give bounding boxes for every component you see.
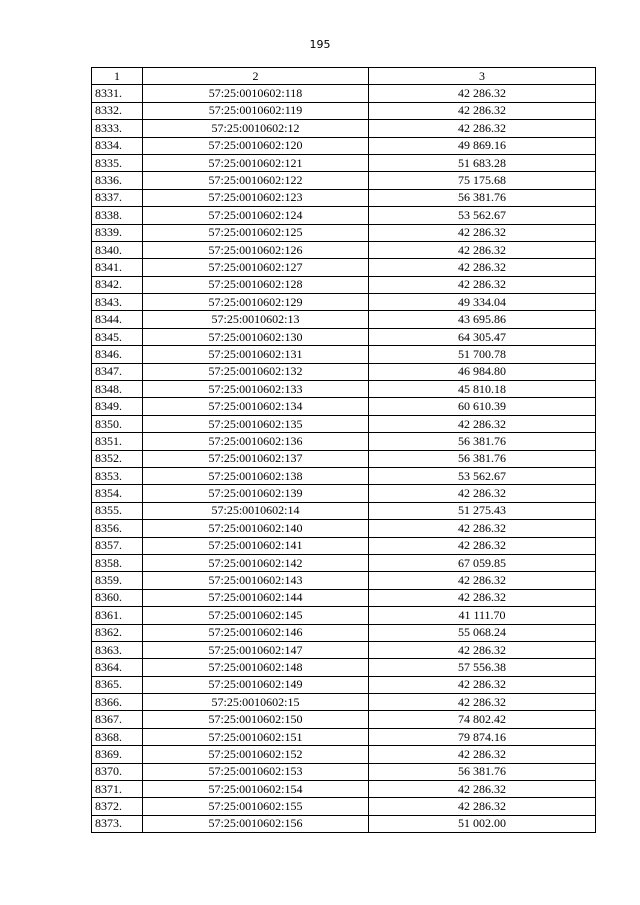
row-number-cell: 8364. [92, 659, 143, 676]
page-number: 195 [309, 38, 331, 51]
cadastral-number-cell: 57:25:0010602:154 [143, 781, 369, 798]
value-cell: 79 874.16 [369, 728, 596, 745]
row-number-cell: 8349. [92, 398, 143, 415]
row-number-cell: 8359. [92, 572, 143, 589]
cadastral-number-cell: 57:25:0010602:124 [143, 207, 369, 224]
value-cell: 45 810.18 [369, 381, 596, 398]
table-row [92, 746, 596, 763]
cadastral-number-cell: 57:25:0010602:118 [143, 85, 369, 102]
cadastral-number-cell: 57:25:0010602:151 [143, 728, 369, 745]
data-table [91, 67, 596, 833]
row-number-cell: 8335. [92, 154, 143, 171]
cadastral-number-cell: 57:25:0010602:119 [143, 102, 369, 119]
row-number-cell: 8355. [92, 502, 143, 519]
value-cell: 53 562.67 [369, 467, 596, 484]
row-number-cell: 8340. [92, 241, 143, 258]
row-number-cell: 8370. [92, 763, 143, 780]
value-cell: 67 059.85 [369, 554, 596, 571]
table-row [92, 641, 596, 658]
value-cell: 51 002.00 [369, 815, 596, 832]
row-number-cell: 8356. [92, 520, 143, 537]
value-cell: 42 286.32 [369, 276, 596, 293]
cadastral-number-cell: 57:25:0010602:147 [143, 641, 369, 658]
cadastral-number-cell: 57:25:0010602:149 [143, 676, 369, 693]
value-cell: 56 381.76 [369, 763, 596, 780]
table-row [92, 102, 596, 119]
row-number-cell: 8342. [92, 276, 143, 293]
cadastral-number-cell: 57:25:0010602:13 [143, 311, 369, 328]
row-number-cell: 8368. [92, 728, 143, 745]
table-row [92, 694, 596, 711]
table-header-row [92, 68, 596, 85]
row-number-cell: 8345. [92, 328, 143, 345]
row-number-cell: 8334. [92, 137, 143, 154]
value-cell: 56 381.76 [369, 450, 596, 467]
row-number-cell: 8361. [92, 607, 143, 624]
value-cell: 51 700.78 [369, 346, 596, 363]
value-cell: 42 286.32 [369, 676, 596, 693]
table-row [92, 711, 596, 728]
table-row [92, 381, 596, 398]
row-number-cell: 8362. [92, 624, 143, 641]
table-row [92, 554, 596, 571]
row-number-cell: 8353. [92, 467, 143, 484]
row-number-cell: 8331. [92, 85, 143, 102]
value-cell: 42 286.32 [369, 102, 596, 119]
table-row [92, 241, 596, 258]
table-row [92, 328, 596, 345]
row-number-cell: 8352. [92, 450, 143, 467]
cadastral-number-cell: 57:25:0010602:129 [143, 294, 369, 311]
cadastral-number-cell: 57:25:0010602:156 [143, 815, 369, 832]
cadastral-number-cell: 57:25:0010602:131 [143, 346, 369, 363]
value-cell: 55 068.24 [369, 624, 596, 641]
row-number-cell: 8372. [92, 798, 143, 815]
cadastral-number-cell: 57:25:0010602:153 [143, 763, 369, 780]
cadastral-number-cell: 57:25:0010602:132 [143, 363, 369, 380]
table-row [92, 189, 596, 206]
row-number-cell: 8336. [92, 172, 143, 189]
table-row [92, 485, 596, 502]
row-number-cell: 8350. [92, 415, 143, 432]
value-cell: 53 562.67 [369, 207, 596, 224]
cadastral-number-cell: 57:25:0010602:145 [143, 607, 369, 624]
cadastral-number-cell: 57:25:0010602:139 [143, 485, 369, 502]
table-body [92, 85, 596, 833]
table-row [92, 120, 596, 137]
table-row [92, 137, 596, 154]
table-row [92, 224, 596, 241]
value-cell: 42 286.32 [369, 798, 596, 815]
value-cell: 42 286.32 [369, 259, 596, 276]
table-row [92, 520, 596, 537]
cadastral-number-cell: 57:25:0010602:142 [143, 554, 369, 571]
value-cell: 75 175.68 [369, 172, 596, 189]
row-number-cell: 8354. [92, 485, 143, 502]
column-header-3: 3 [369, 68, 596, 85]
table-row [92, 346, 596, 363]
value-cell: 42 286.32 [369, 572, 596, 589]
value-cell: 49 334.04 [369, 294, 596, 311]
row-number-cell: 8347. [92, 363, 143, 380]
value-cell: 51 275.43 [369, 502, 596, 519]
cadastral-number-cell: 57:25:0010602:126 [143, 241, 369, 258]
table-row [92, 815, 596, 832]
column-header-1: 1 [92, 68, 143, 85]
value-cell: 43 695.86 [369, 311, 596, 328]
row-number-cell: 8360. [92, 589, 143, 606]
cadastral-number-cell: 57:25:0010602:148 [143, 659, 369, 676]
value-cell: 42 286.32 [369, 537, 596, 554]
table-row [92, 85, 596, 102]
value-cell: 42 286.32 [369, 520, 596, 537]
row-number-cell: 8357. [92, 537, 143, 554]
value-cell: 74 802.42 [369, 711, 596, 728]
value-cell: 42 286.32 [369, 120, 596, 137]
table-row [92, 276, 596, 293]
row-number-cell: 8373. [92, 815, 143, 832]
cadastral-number-cell: 57:25:0010602:12 [143, 120, 369, 137]
row-number-cell: 8332. [92, 102, 143, 119]
cadastral-number-cell: 57:25:0010602:141 [143, 537, 369, 554]
table-row [92, 467, 596, 484]
table-row [92, 537, 596, 554]
row-number-cell: 8363. [92, 641, 143, 658]
table-row [92, 450, 596, 467]
value-cell: 64 305.47 [369, 328, 596, 345]
table-row [92, 398, 596, 415]
table-row [92, 154, 596, 171]
table-row [92, 311, 596, 328]
table-row [92, 607, 596, 624]
cadastral-number-cell: 57:25:0010602:136 [143, 433, 369, 450]
table-row [92, 207, 596, 224]
cadastral-number-cell: 57:25:0010602:15 [143, 694, 369, 711]
table-row [92, 728, 596, 745]
row-number-cell: 8346. [92, 346, 143, 363]
cadastral-number-cell: 57:25:0010602:137 [143, 450, 369, 467]
value-cell: 56 381.76 [369, 433, 596, 450]
row-number-cell: 8338. [92, 207, 143, 224]
cadastral-number-cell: 57:25:0010602:133 [143, 381, 369, 398]
value-cell: 42 286.32 [369, 746, 596, 763]
value-cell: 42 286.32 [369, 485, 596, 502]
table-row [92, 572, 596, 589]
row-number-cell: 8371. [92, 781, 143, 798]
row-number-cell: 8339. [92, 224, 143, 241]
value-cell: 41 111.70 [369, 607, 596, 624]
cadastral-number-cell: 57:25:0010602:155 [143, 798, 369, 815]
cadastral-number-cell: 57:25:0010602:138 [143, 467, 369, 484]
table-row [92, 294, 596, 311]
cadastral-number-cell: 57:25:0010602:14 [143, 502, 369, 519]
row-number-cell: 8333. [92, 120, 143, 137]
cadastral-number-cell: 57:25:0010602:123 [143, 189, 369, 206]
table-row [92, 798, 596, 815]
value-cell: 60 610.39 [369, 398, 596, 415]
row-number-cell: 8358. [92, 554, 143, 571]
cadastral-number-cell: 57:25:0010602:134 [143, 398, 369, 415]
row-number-cell: 8351. [92, 433, 143, 450]
cadastral-number-cell: 57:25:0010602:130 [143, 328, 369, 345]
cadastral-number-cell: 57:25:0010602:152 [143, 746, 369, 763]
cadastral-number-cell: 57:25:0010602:146 [143, 624, 369, 641]
cadastral-number-cell: 57:25:0010602:144 [143, 589, 369, 606]
row-number-cell: 8344. [92, 311, 143, 328]
row-number-cell: 8341. [92, 259, 143, 276]
column-header-2: 2 [143, 68, 369, 85]
cadastral-number-cell: 57:25:0010602:150 [143, 711, 369, 728]
table-row [92, 415, 596, 432]
table-row [92, 433, 596, 450]
cadastral-number-cell: 57:25:0010602:120 [143, 137, 369, 154]
value-cell: 46 984.80 [369, 363, 596, 380]
cadastral-number-cell: 57:25:0010602:135 [143, 415, 369, 432]
value-cell: 42 286.32 [369, 415, 596, 432]
value-cell: 42 286.32 [369, 224, 596, 241]
value-cell: 42 286.32 [369, 781, 596, 798]
table-row [92, 589, 596, 606]
cadastral-number-cell: 57:25:0010602:128 [143, 276, 369, 293]
row-number-cell: 8348. [92, 381, 143, 398]
cadastral-number-cell: 57:25:0010602:121 [143, 154, 369, 171]
cadastral-number-cell: 57:25:0010602:143 [143, 572, 369, 589]
value-cell: 42 286.32 [369, 694, 596, 711]
table-row [92, 502, 596, 519]
table-row [92, 763, 596, 780]
row-number-cell: 8365. [92, 676, 143, 693]
cadastral-number-cell: 57:25:0010602:127 [143, 259, 369, 276]
table-row [92, 363, 596, 380]
row-number-cell: 8369. [92, 746, 143, 763]
table-row [92, 659, 596, 676]
row-number-cell: 8366. [92, 694, 143, 711]
value-cell: 42 286.32 [369, 85, 596, 102]
table-row [92, 172, 596, 189]
table-row [92, 624, 596, 641]
value-cell: 42 286.32 [369, 641, 596, 658]
value-cell: 51 683.28 [369, 154, 596, 171]
table-row [92, 259, 596, 276]
value-cell: 42 286.32 [369, 241, 596, 258]
cadastral-number-cell: 57:25:0010602:122 [143, 172, 369, 189]
value-cell: 49 869.16 [369, 137, 596, 154]
table-row [92, 676, 596, 693]
value-cell: 56 381.76 [369, 189, 596, 206]
table-row [92, 781, 596, 798]
cadastral-number-cell: 57:25:0010602:125 [143, 224, 369, 241]
value-cell: 42 286.32 [369, 589, 596, 606]
row-number-cell: 8337. [92, 189, 143, 206]
row-number-cell: 8367. [92, 711, 143, 728]
row-number-cell: 8343. [92, 294, 143, 311]
value-cell: 57 556.38 [369, 659, 596, 676]
cadastral-number-cell: 57:25:0010602:140 [143, 520, 369, 537]
